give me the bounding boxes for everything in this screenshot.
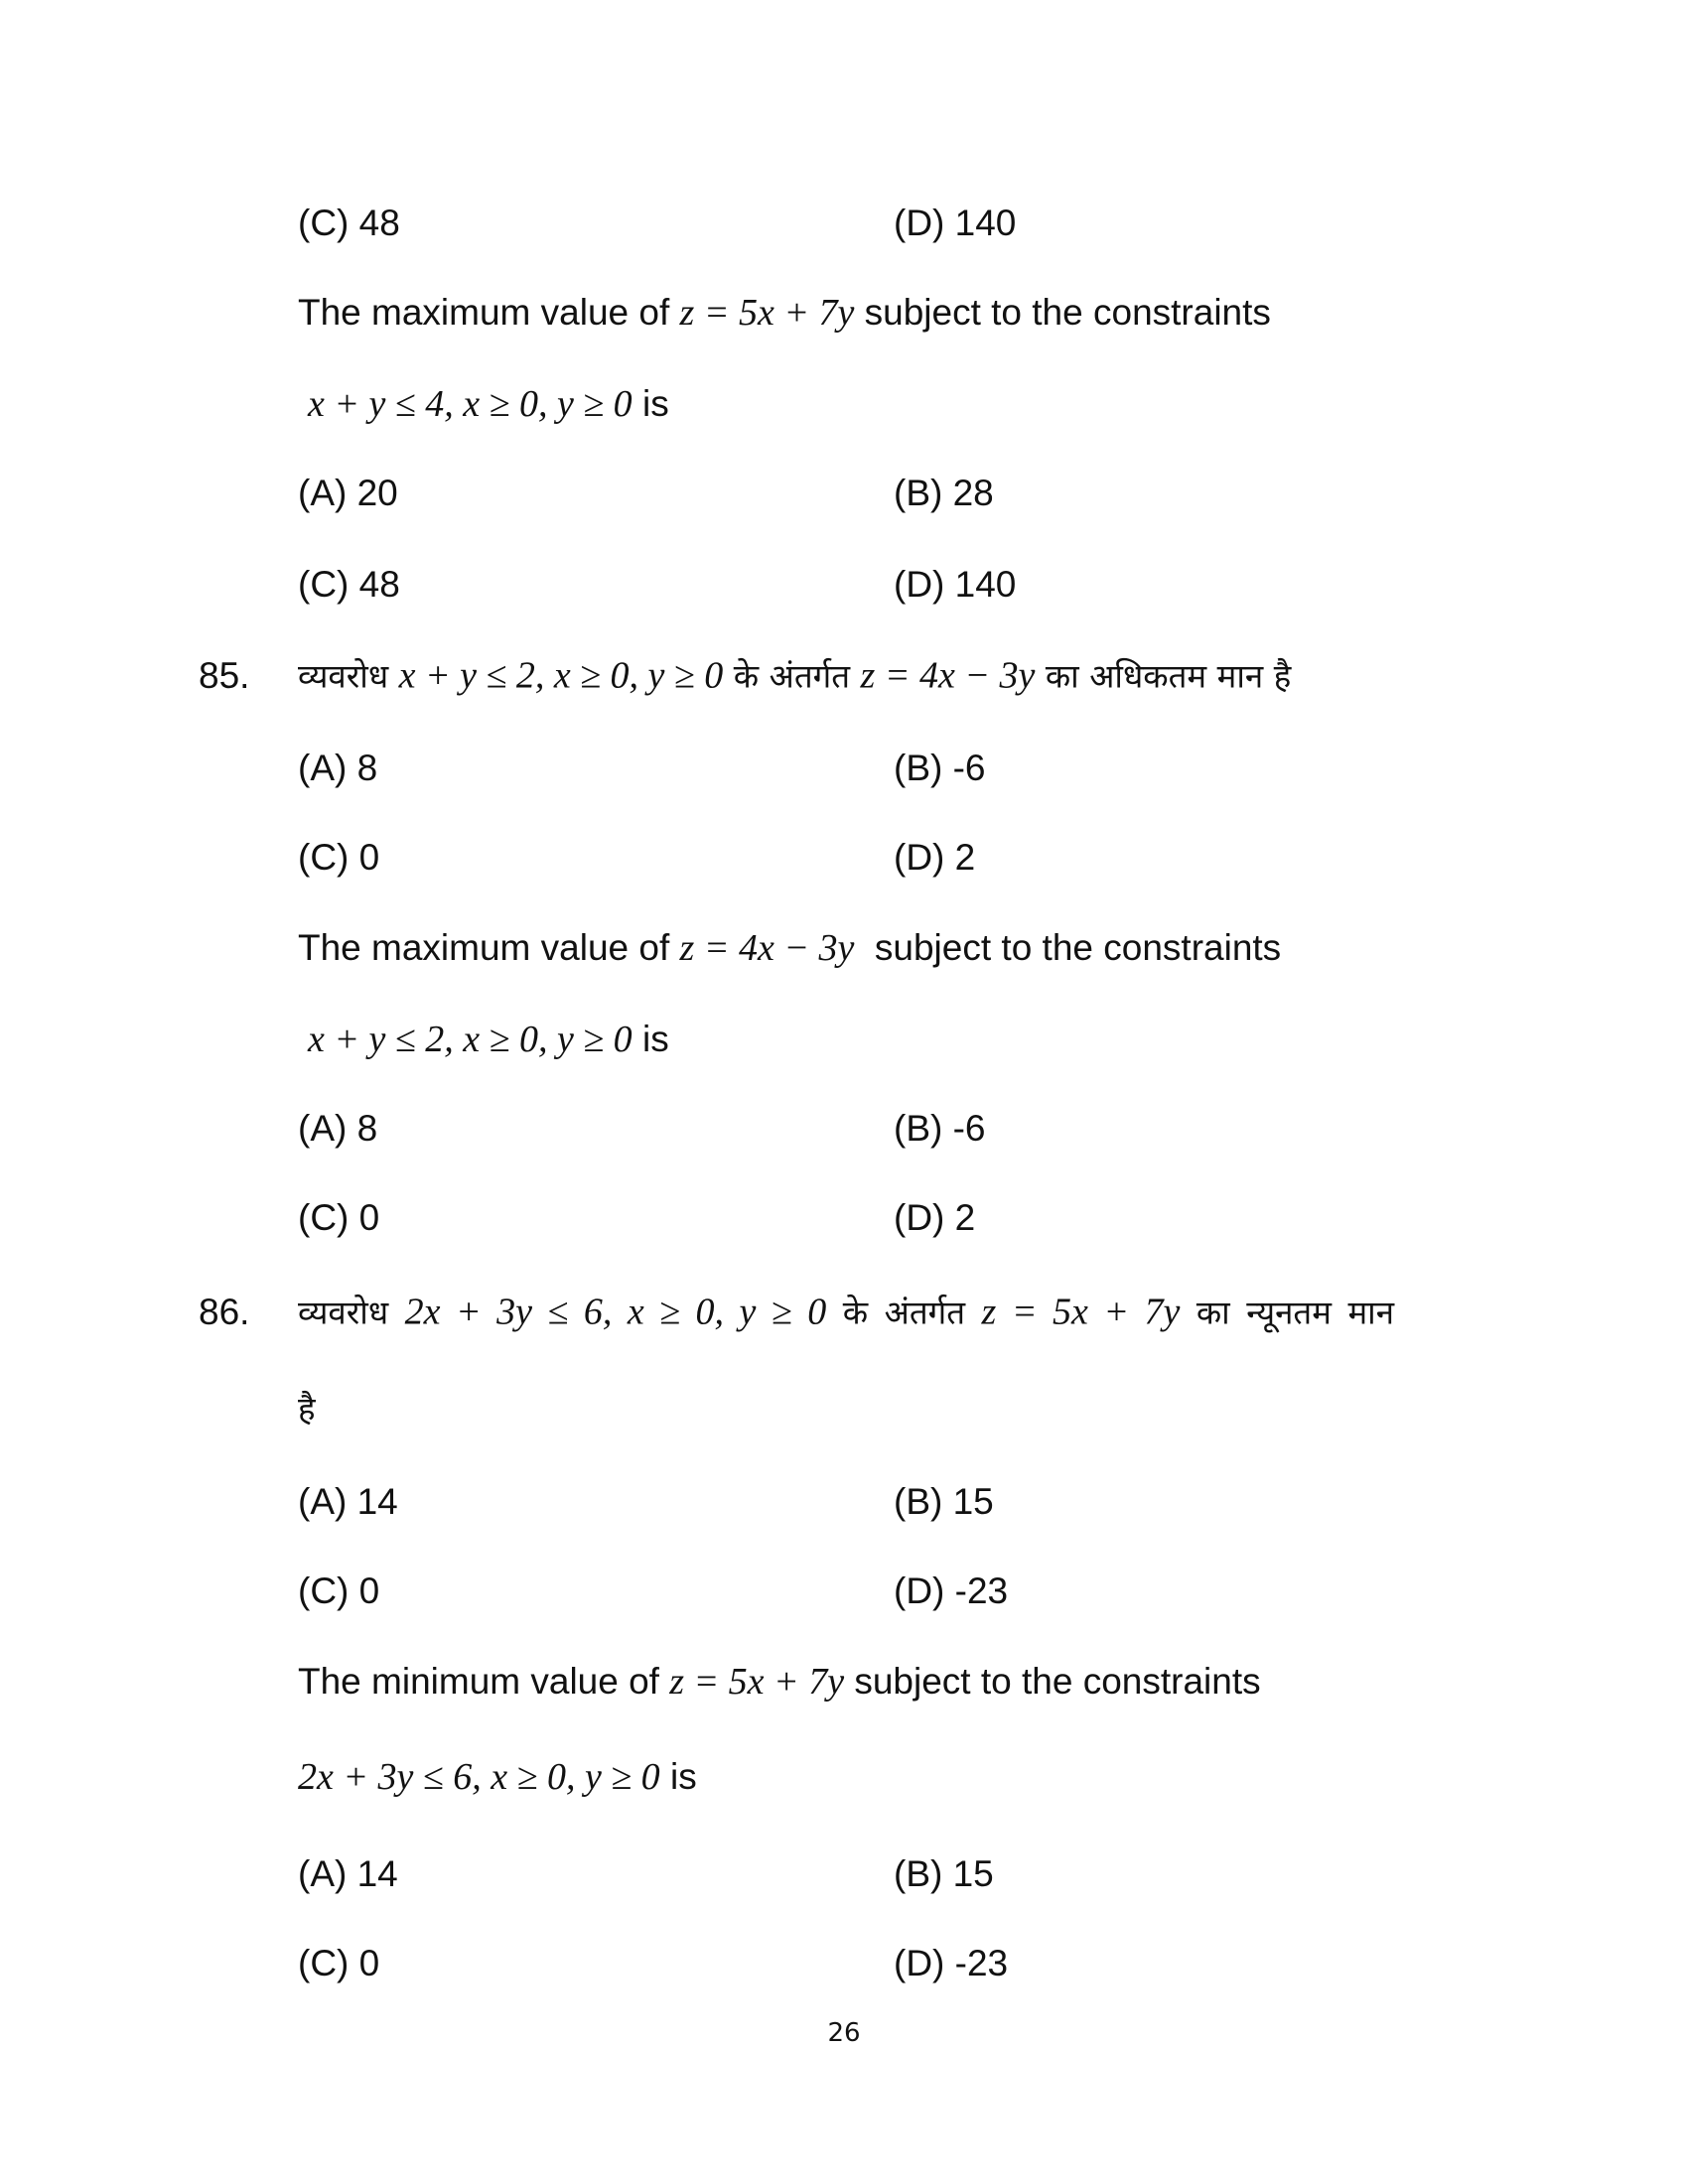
constraints-expression: x + y ≤ 4, x ≥ 0, y ≥ 0 bbox=[308, 383, 633, 425]
question-tail: is bbox=[659, 1756, 697, 1797]
option-d: (D) 2 bbox=[894, 1197, 976, 1238]
constraints-expression: 2x + 3y ≤ 6, x ≥ 0, y ≥ 0 bbox=[404, 1291, 827, 1333]
objective-function: z = 5x + 7y bbox=[679, 292, 855, 334]
option-b: (B) 15 bbox=[894, 1853, 994, 1894]
question-hindi-continuation bbox=[298, 1387, 316, 1432]
question-number: 85. bbox=[199, 655, 250, 696]
question-tail: is bbox=[632, 383, 669, 424]
question-hindi-text bbox=[298, 1291, 1394, 1335]
option-d: (D) 140 bbox=[894, 203, 1017, 243]
hindi-post: का न्यूनतम मान bbox=[1180, 1293, 1395, 1332]
question-prefix: The maximum value of bbox=[298, 292, 680, 333]
question-english-text bbox=[298, 926, 1281, 970]
question-suffix: subject to the constraints bbox=[844, 1661, 1261, 1702]
objective-function: z = 4x − 3y bbox=[679, 927, 855, 969]
hindi-mid: के अंतर्गत bbox=[826, 1293, 982, 1332]
hindi-pre: व्यवरोध bbox=[298, 1293, 405, 1332]
question-tail: is bbox=[632, 1019, 669, 1059]
page-number: 26 bbox=[827, 2018, 861, 2048]
option-d: (D) 140 bbox=[894, 564, 1017, 605]
question-prefix: The maximum value of bbox=[298, 927, 680, 968]
option-b: (B) -6 bbox=[894, 1108, 986, 1149]
question-number: 86. bbox=[199, 1292, 250, 1332]
option-b: (B) 28 bbox=[894, 473, 994, 513]
option-d: (D) -23 bbox=[894, 1943, 1009, 1983]
question-english-text bbox=[298, 291, 1271, 335]
constraints-expression: x + y ≤ 2, x ≥ 0, y ≥ 0 bbox=[398, 654, 724, 697]
objective-function: z = 5x + 7y bbox=[669, 1661, 845, 1703]
question-constraints bbox=[308, 1018, 669, 1061]
option-a: (A) 20 bbox=[298, 473, 398, 513]
option-a: (A) 8 bbox=[298, 1108, 378, 1149]
option-a: (A) 14 bbox=[298, 1853, 398, 1894]
constraints-expression: 2x + 3y ≤ 6, x ≥ 0, y ≥ 0 bbox=[298, 1756, 660, 1798]
question-prefix: The minimum value of bbox=[298, 1661, 670, 1702]
objective-function: z = 4x − 3y bbox=[860, 654, 1036, 697]
option-c: (C) 48 bbox=[298, 564, 400, 605]
option-c: (C) 0 bbox=[298, 1943, 380, 1983]
question-english-text bbox=[298, 1660, 1261, 1704]
option-a: (A) 8 bbox=[298, 748, 378, 788]
question-constraints bbox=[298, 1755, 697, 1799]
option-d: (D) -23 bbox=[894, 1570, 1009, 1611]
constraints-expression: x + y ≤ 2, x ≥ 0, y ≥ 0 bbox=[308, 1019, 633, 1060]
option-c: (C) 0 bbox=[298, 1197, 380, 1238]
hindi-post-line2: है bbox=[298, 1389, 316, 1429]
hindi-post: का अधिकतम मान है bbox=[1035, 656, 1292, 696]
question-hindi-text bbox=[298, 654, 1291, 699]
objective-function: z = 5x + 7y bbox=[981, 1291, 1181, 1333]
option-b: (B) 15 bbox=[894, 1481, 994, 1522]
hindi-pre: व्यवरोध bbox=[298, 656, 399, 696]
question-suffix: subject to the constraints bbox=[854, 292, 1271, 333]
option-d: (D) 2 bbox=[894, 837, 976, 878]
option-a: (A) 14 bbox=[298, 1481, 398, 1522]
hindi-mid: के अंतर्गत bbox=[723, 656, 861, 696]
question-constraints bbox=[308, 382, 669, 426]
option-c: (C) 0 bbox=[298, 837, 380, 878]
question-suffix: subject to the constraints bbox=[854, 927, 1282, 968]
option-b: (B) -6 bbox=[894, 748, 986, 788]
option-c: (C) 48 bbox=[298, 203, 400, 243]
option-c: (C) 0 bbox=[298, 1570, 380, 1611]
